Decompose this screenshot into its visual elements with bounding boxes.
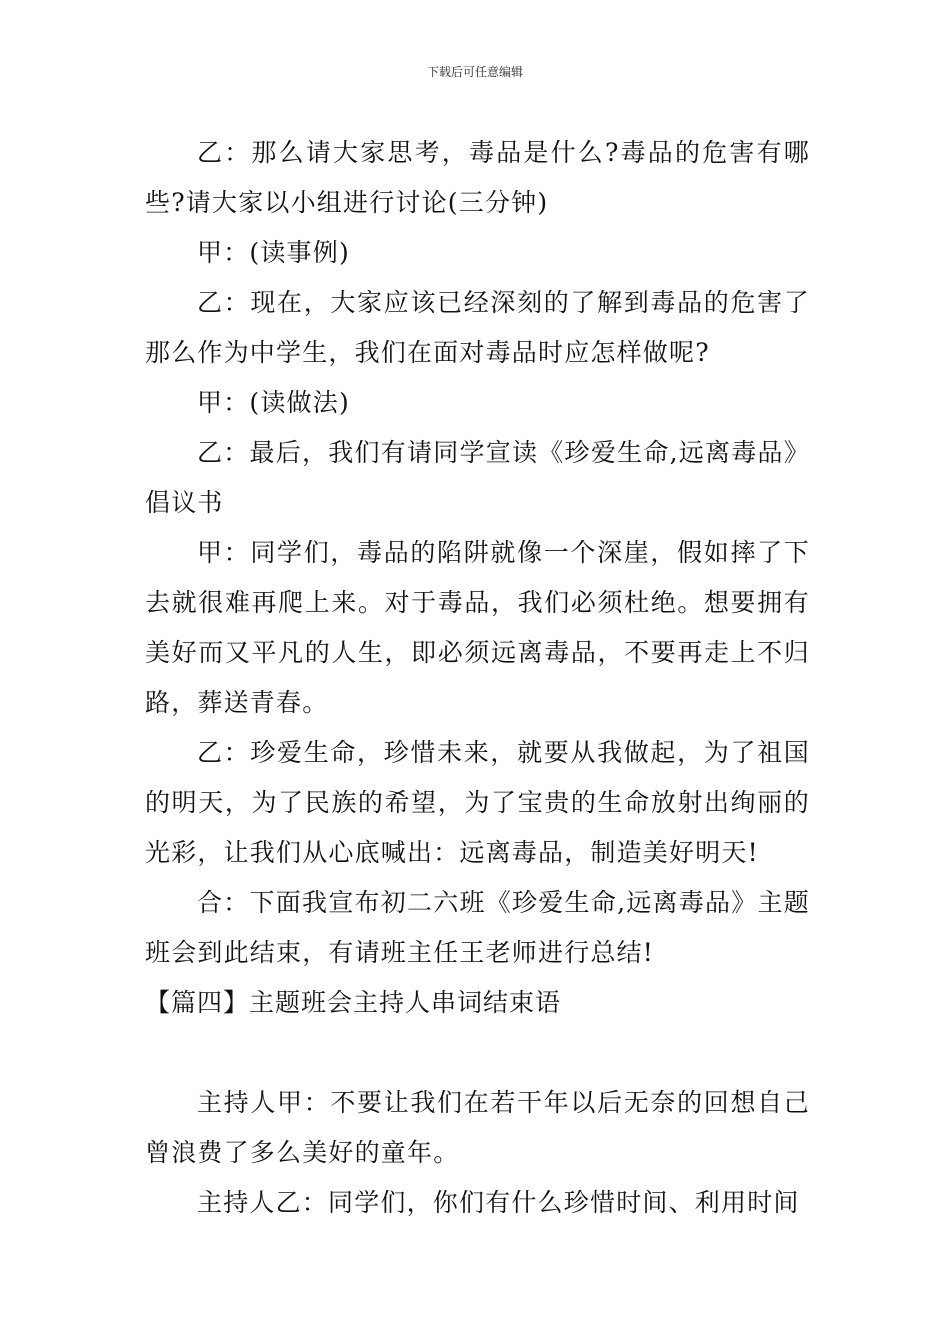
paragraph: 甲：(读做法) [197, 388, 350, 417]
blank-line [145, 1028, 810, 1078]
paragraph: 乙：现在，大家应该已经深刻的了解到毒品的危害了那么作为中学生，我们在面对毒品时应怎样做呢? [145, 288, 810, 367]
paragraph: 乙：珍爱生命，珍惜未来，就要从我做起，为了祖国的明天，为了民族的希望，为了宝贵的生命放射出绚丽的光彩，让我们从心底喊出：远离毒品，制造美好明天! [145, 738, 810, 867]
paragraph: 乙：最后，我们有请同学宣读《珍爱生命,远离毒品》倡议书 [145, 438, 810, 517]
paragraph: 甲：同学们，毒品的陷阱就像一个深崖，假如摔了下去就很难再爬上来。对于毒品，我们必须杜绝。想要拥有美好而又平凡的人生，即必须远离毒品，不要再走上不归路，葬送青春。 [145, 538, 810, 717]
paragraph: 主持人甲：不要让我们在若干年以后无奈的回想自己曾浪费了多么美好的童年。 [145, 1088, 810, 1167]
paragraph: 乙：那么请大家思考，毒品是什么?毒品的危害有哪些?请大家以小组进行讨论(三分钟) [145, 138, 810, 217]
paragraph: 合：下面我宣布初二六班《珍爱生命,远离毒品》主题班会到此结束，有请班主任王老师进行总结! [145, 888, 810, 967]
page-header: 下载后可任意编辑 [426, 65, 523, 79]
paragraph: 甲：(读事例) [197, 238, 350, 267]
section-heading: 【篇四】主题班会主持人串词结束语 [145, 988, 562, 1017]
paragraph: 主持人乙：同学们，你们有什么珍惜时间、利用时间 [197, 1188, 800, 1217]
document-body [145, 128, 810, 1228]
